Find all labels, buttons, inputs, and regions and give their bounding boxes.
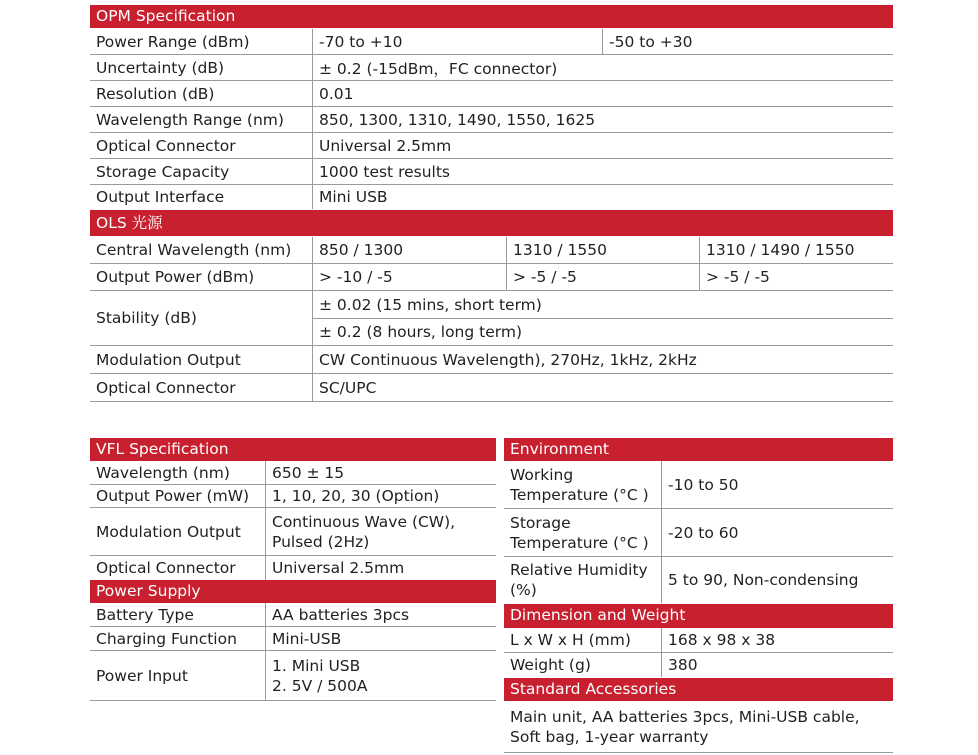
row-value: 1000 test results xyxy=(312,159,893,184)
row-value: ± 0.2 (-15dBm，FC connector) xyxy=(312,55,893,80)
row-value: > -5 / -5 xyxy=(506,264,699,290)
row-value: Mini USB xyxy=(312,185,893,209)
row-label: Central Wavelength (nm) xyxy=(96,241,292,259)
humidity-label-2: (%) xyxy=(510,581,537,599)
working-label-2: Temperature (°C ) xyxy=(510,485,649,504)
row-value: 1310 / 1490 / 1550 xyxy=(699,237,893,263)
opm-row-connector xyxy=(90,133,893,159)
row-value: Universal 2.5mm xyxy=(265,556,496,580)
row-label: Power Range (dBm) xyxy=(96,32,250,51)
humidity-label-1: Relative Humidity xyxy=(510,561,648,579)
accessories-value: Main unit, AA batteries 3pcs, Mini-USB cable, Soft bag, 1-year warranty xyxy=(510,707,860,746)
row-value: -70 to +10 xyxy=(312,29,602,54)
row-value: ± 0.2 (8 hours, long term) xyxy=(312,319,893,345)
row-value: 5 to 90, Non-condensing xyxy=(661,557,893,603)
row-value: 650 ± 15 xyxy=(265,461,496,484)
ols-row-stability xyxy=(90,291,893,346)
accessories-section-header xyxy=(504,678,893,701)
row-label xyxy=(504,509,661,556)
row-label: Modulation Output xyxy=(96,522,241,541)
row-value: 380 xyxy=(661,653,893,677)
row-label: Output Power (mW) xyxy=(96,487,250,505)
ols-row-central xyxy=(90,237,893,264)
opm-row-wavelength xyxy=(90,107,893,133)
opm-row-resolution xyxy=(90,81,893,107)
row-label: L x W x H (mm) xyxy=(510,631,631,649)
row-value: -10 to 50 xyxy=(661,461,893,508)
row-value: ± 0.02 (15 mins, short term) xyxy=(312,291,893,319)
row-value: -20 to 60 xyxy=(661,509,893,556)
modulation-line-1: Continuous Wave (CW), xyxy=(272,512,456,531)
dim-row-weight xyxy=(504,653,893,677)
row-value: Universal 2.5mm xyxy=(312,133,893,158)
row-value: > -10 / -5 xyxy=(312,264,506,290)
row-value: -50 to +30 xyxy=(602,29,893,54)
row-label: Optical Connector xyxy=(96,136,236,155)
row-label: Stability (dB) xyxy=(96,309,197,327)
row-value: Mini-USB xyxy=(265,627,496,650)
row-label: Output Interface xyxy=(96,188,225,206)
dimension-title: Dimension and Weight xyxy=(510,606,686,624)
vfl-row-modulation xyxy=(90,508,496,556)
ps-row-charging xyxy=(90,627,496,651)
row-label: Uncertainty (dB) xyxy=(96,58,225,77)
env-row-humidity xyxy=(504,557,893,603)
row-value: 1310 / 1550 xyxy=(506,237,699,263)
environment-title: Environment xyxy=(510,440,609,458)
env-row-storage xyxy=(504,509,893,557)
dim-row-size xyxy=(504,628,893,653)
ols-section-header xyxy=(90,210,893,236)
ols-row-modulation xyxy=(90,346,893,374)
row-value: 0.01 xyxy=(312,81,893,106)
opm-row-output xyxy=(90,185,893,209)
row-value: AA batteries 3pcs xyxy=(265,603,496,626)
working-label-1: Working xyxy=(510,465,574,484)
env-row-working xyxy=(504,461,893,509)
ols-row-connector xyxy=(90,374,893,402)
row-label: Power Input xyxy=(96,666,188,685)
opm-row-storage xyxy=(90,159,893,185)
storage-label-2: Temperature (°C ) xyxy=(510,533,649,552)
opm-title: OPM Specification xyxy=(96,7,236,25)
row-value xyxy=(265,651,496,700)
row-value: 850 / 1300 xyxy=(312,237,506,263)
row-label: Storage Capacity xyxy=(96,162,230,181)
opm-section-header xyxy=(90,5,893,28)
ps-row-input xyxy=(90,651,496,701)
accessories-row xyxy=(504,701,893,753)
row-label: Optical Connector xyxy=(96,559,236,577)
vfl-section-header xyxy=(90,438,496,461)
ps-row-battery xyxy=(90,603,496,627)
row-label: Wavelength (nm) xyxy=(96,463,230,482)
dimension-section-header xyxy=(504,604,893,628)
power-supply-section-header xyxy=(90,580,496,603)
row-label: Output Power (dBm) xyxy=(96,268,255,286)
row-value xyxy=(265,508,496,555)
row-label: Wavelength Range (nm) xyxy=(96,110,284,129)
row-value: SC/UPC xyxy=(312,374,893,401)
vfl-title: VFL Specification xyxy=(96,440,229,458)
row-value: 850, 1300, 1310, 1490, 1550, 1625 xyxy=(312,107,893,132)
opm-row-uncertainty xyxy=(90,55,893,81)
opm-row-power-range xyxy=(90,29,893,55)
row-label: Battery Type xyxy=(96,605,194,624)
row-label: Optical Connector xyxy=(96,378,236,397)
row-value: CW Continuous Wavelength), 270Hz, 1kHz, 2kHz xyxy=(312,346,893,373)
row-label: Weight (g) xyxy=(510,656,591,674)
row-value: 1, 10, 20, 30 (Option) xyxy=(265,485,496,507)
row-label: Charging Function xyxy=(96,629,237,648)
input-line-2: 2. 5V / 500A xyxy=(272,676,368,695)
power-supply-title: Power Supply xyxy=(96,582,201,600)
row-label: Resolution (dB) xyxy=(96,84,215,103)
vfl-row-connector xyxy=(90,556,496,580)
input-line-1: 1. Mini USB xyxy=(272,656,361,675)
ols-row-power xyxy=(90,264,893,291)
modulation-line-2: Pulsed (2Hz) xyxy=(272,532,370,551)
row-label xyxy=(504,461,661,508)
accessories-title: Standard Accessories xyxy=(510,680,677,698)
row-label xyxy=(504,557,661,603)
vfl-row-wavelength xyxy=(90,461,496,485)
row-value: > -5 / -5 xyxy=(699,264,893,290)
storage-label-1: Storage xyxy=(510,513,571,532)
ols-title: OLS 光源 xyxy=(96,214,163,232)
vfl-row-power xyxy=(90,485,496,508)
row-value: 168 x 98 x 38 xyxy=(661,628,893,652)
environment-section-header xyxy=(504,438,893,461)
row-label: Modulation Output xyxy=(96,350,241,369)
